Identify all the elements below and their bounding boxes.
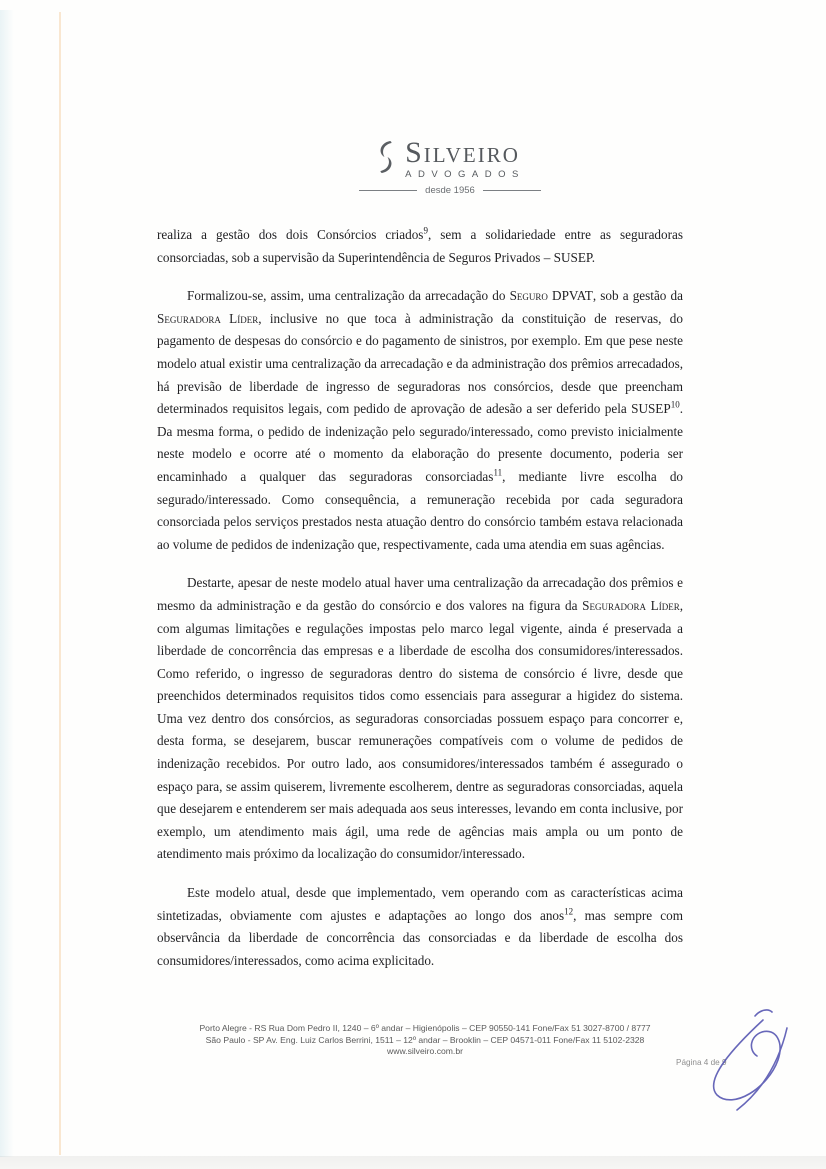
- paragraph: [157, 285, 683, 556]
- footnote-reference: 9: [423, 225, 428, 236]
- firm-logo-text: [405, 138, 525, 180]
- text-run: Este modelo atual, desde que implementado, vem operando com as características acima sintetizadas, obviamente com ajustes e adaptações ao longo dos anos: [157, 885, 683, 923]
- since-label: desde 1956: [425, 185, 475, 196]
- text-run: Seguradora Líder: [582, 597, 680, 613]
- footer-address-porto-alegre: Porto Alegre - RS Rua Dom Pedro II, 1240 – 6º andar – Higienópolis – CEP 90550-141 Fone/Fax 51 3027-8700 / 8777: [199, 1023, 651, 1033]
- text-run: , com algumas limitações e regulações impostas pelo marco legal vigente, ainda é preservada a liberdade de concorrência das empresas e a liberdade de escolha dos consumidores/interessados. Como referido, o ingresso de seguradoras dentro do sistema de consórcio é livre, desde que preenchidos determinados requisitos tidos como essenciais para assegurar a higidez do sistema. Uma vez dentro dos consórcios, as seguradoras consorciadas possuem espaço para concorrer e, desta forma, se desejarem, buscar remunerações compatíveis com o volume de pedidos de indenização recebidos. Por outro lado, aos consumidores/interessados também é assegurado o espaço para, se assim quiserem, livremente escolherem, dentre as seguradoras consorciadas, aquela que desejarem e entenderem ser mais adequada aos seus interesses, levando em conta inclusive, por exemplo, um atendimento mais ágil, uma rede de agências mais ampla ou um ponto de atendimento mais próximo da localização do consumidor/interessado.: [157, 597, 684, 862]
- text-run: Formalizou-se, assim, uma centralização da arrecadação do: [187, 288, 510, 304]
- text-run: Seguro DPVAT: [509, 288, 593, 304]
- paragraph: [157, 572, 683, 866]
- paragraph: [157, 882, 683, 972]
- since-left-rule: [359, 190, 417, 191]
- since-right-rule: [483, 190, 541, 191]
- silveiro-s-icon: [375, 140, 397, 174]
- text-run: Seguradora Líder: [157, 310, 259, 326]
- scan-bottom-edge-artifact: [0, 1156, 826, 1169]
- footnote-reference: 10: [670, 399, 680, 410]
- text-run: , sem a solidariedade entre as seguradoras consorciadas, sob a supervisão da Superintendência de Seguros Privados – SUSEP.: [157, 227, 683, 265]
- text-run: Destarte, apesar de neste modelo atual haver uma centralização da arrecadação dos prêmios e mesmo da administração e da gestão do consórcio e dos valores na figura da: [157, 575, 683, 613]
- text-run: , mas sempre com observância da liberdade de concorrência das consorciadas e da liberdade de escolha dos consumidores/interessados, como acima explicitado.: [157, 907, 683, 968]
- text-run: , mediante livre escolha do segurado/interessado. Como consequência, a remuneração recebida por cada seguradora consorciada pelos serviços prestados nesta atuação dentro do consórcio também estava relacionada ao volume de pedidos de indenização que, respectivamente, cada uma atendia em suas agências.: [157, 468, 684, 552]
- firm-name: Silveiro: [405, 136, 520, 169]
- page-number-label: Página 4 de 9: [676, 1058, 727, 1067]
- firm-logo-row: [375, 138, 525, 180]
- scan-fold-line-artifact: [59, 12, 61, 1155]
- footer-address-sao-paulo: São Paulo - SP Av. Eng. Luiz Carlos Berrini, 1511 – 12º andar – Brooklin – CEP 04571-011 Fone/Fax 11 5102-2328: [205, 1034, 645, 1045]
- firm-since: [359, 185, 541, 196]
- footnote-reference: 12: [564, 906, 574, 917]
- signature-scribble: [690, 1003, 820, 1123]
- paragraph: [157, 224, 683, 269]
- document-body: [157, 224, 683, 972]
- scan-edge-artifact: [0, 10, 14, 1157]
- letterhead-footer: [110, 1023, 740, 1058]
- footnote-reference: 11: [493, 467, 503, 478]
- text-run: , sob a gestão da: [592, 288, 683, 304]
- text-run: realiza a gestão dos dois Consórcios criados: [157, 227, 424, 242]
- footer-website: www.silveiro.com.br: [387, 1046, 463, 1056]
- firm-logo: [300, 138, 600, 196]
- firm-subtitle: ADVOGADOS: [405, 169, 525, 180]
- text-run: . Da mesma forma, o pedido de indenização pelo segurado/interessado, como previsto inicialmente neste modelo e ocorre até o momento da elaboração do presente documento, poderia ser encaminhado a qualquer das seguradoras consorciadas: [157, 401, 683, 484]
- text-run: , inclusive no que toca à administração da constituição de reservas, do pagamento de despesas do consórcio e do pagamento de sinistros, por exemplo. Em que pese neste modelo atual existir uma centralização da arrecadação e da administração dos prêmios arrecadados, há previsão de liberdade de ingresso de seguradoras nos consórcios, desde que preencham determinados requisitos legais, com pedido de aprovação de adesão a ser deferido pela SUSEP: [157, 310, 683, 417]
